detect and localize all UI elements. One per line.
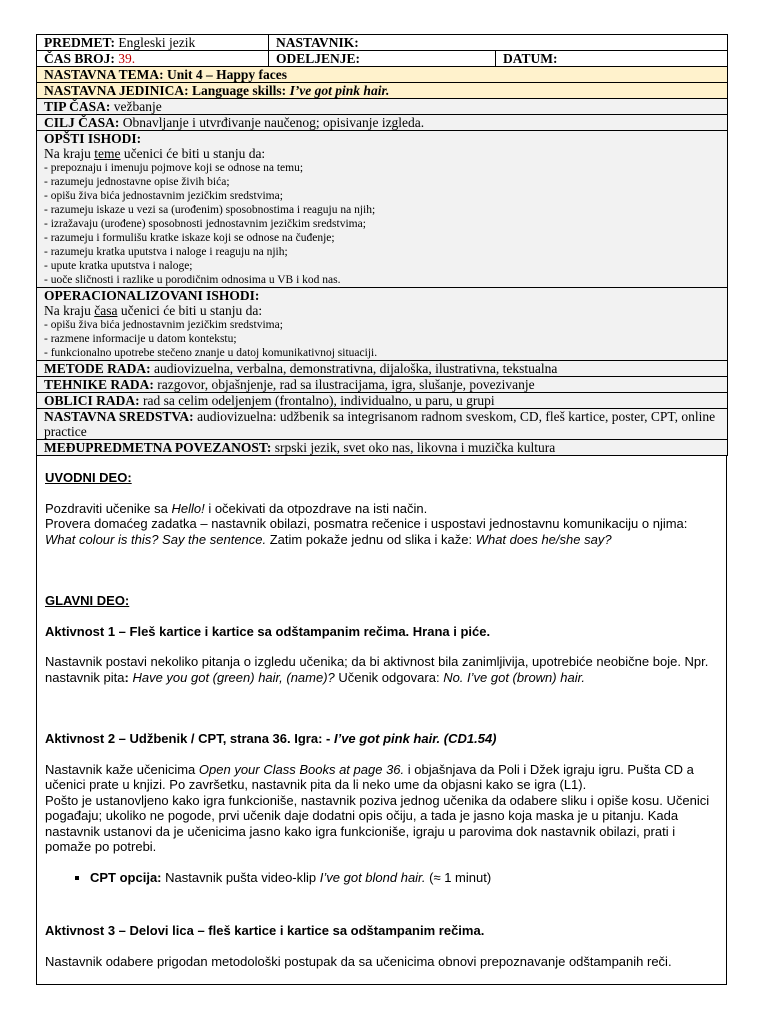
aktivnost-2-paragraph-1: Nastavnik kaže učenicima Open your Class Books at page 36. i objašnjava da Poli i Džek igraju igru. Pušta CD a učenici prate u knjizi. Po završetku, nastavnik pita da li neko ume da objasni kako se igra (L1). bbox=[45, 761, 694, 792]
cell-jedinica: NASTAVNA JEDINICA: Language skills: I’ve got pink hair. bbox=[37, 83, 728, 99]
uvodni-deo-heading: UVODNI DEO: bbox=[45, 470, 132, 485]
cell-operacionalizovani-ishodi: OPERACIONALIZOVANI ISHODI: Na kraju časa učenici će biti u stanju da: - opišu živa bića jednostavnim jezičkim sredstvima; - razmene informacije u datom kontekstu; - funkcionalno upotrebe stečeno znanje u datoj komunikativnoj situaciji. bbox=[37, 288, 728, 361]
cell-oblici: OBLICI RADA: rad sa celim odeljenjem (frontalno), individualno, u paru, u grupi bbox=[37, 393, 728, 409]
row-povezanost bbox=[37, 440, 728, 456]
glavni-deo-heading: GLAVNI DEO: bbox=[45, 593, 130, 608]
aktivnost-2-heading: Aktivnost 2 – Udžbenik / CPT, strana 36. Igra: - I’ve got pink hair. (CD1.54) bbox=[45, 731, 497, 746]
row-sredstva bbox=[37, 409, 728, 440]
cell-nastavnik: NASTAVNIK: bbox=[269, 35, 728, 51]
cpt-option-item: ▪ CPT opcija: Nastavnik pušta video-klip I’ve got blond hair. (≈ 1 minut) bbox=[90, 870, 718, 886]
cell-sredstva: NASTAVNA SREDSTVA: audiovizuelna: udžbenik sa integrisanom radnom sveskom, CD, fleš kartice, poster, CPT, online practice bbox=[37, 409, 728, 440]
cell-odeljenje: ODELJENJE: bbox=[269, 51, 496, 67]
uvodni-paragraph-1: Pozdraviti učenike sa Hello! i očekivati da otpozdrave na isti način. bbox=[45, 500, 428, 516]
row-tema bbox=[37, 67, 728, 83]
cell-predmet: PREDMET: Engleski jezik bbox=[37, 35, 269, 51]
aktivnost-3-paragraph: Nastavnik odabere prigodan metodološki postupak da sa učenicima obnovi prepoznavanje odštampanih reči. bbox=[45, 953, 672, 969]
cell-povezanost: MEĐUPREDMETNA POVEZANOST: srpski jezik, svet oko nas, likovna i muzička kultura bbox=[37, 440, 728, 456]
row-oblici bbox=[37, 393, 728, 409]
cell-tip: TIP ČASA: vežbanje bbox=[37, 99, 728, 115]
cpt-option-list bbox=[45, 870, 718, 886]
row-tehnike bbox=[37, 377, 728, 393]
row-metode bbox=[37, 361, 728, 377]
cell-metode: METODE RADA: audiovizuelna, verbalna, demonstrativna, dijaloška, ilustrativna, tekstualna bbox=[37, 361, 728, 377]
cell-opsti-ishodi: OPŠTI ISHODI: Na kraju teme učenici će biti u stanju da: - prepoznaju i imenuju pojmove koji se odnose na temu; - razumeju jednostavne opise živih bića; - opišu živa bića jednostavnim jezičkim sredstvima; - razumeju iskaze u vezi sa (urođenim) sposobnostima i reaguju na njih; - izražavaju (urođene) sposobnosti jednostavnim jezičkim sredstvima; - razumeju i formulišu kratke iskaze koji se odnose na čuđenje; - razumeju kratka uputstva i naloge i reaguju na njih; - upute kratka uputstva i naloge; - uoče sličnosti i razlike u porodičnim odnosima u VB i kod nas. bbox=[37, 131, 728, 288]
header-table bbox=[36, 34, 728, 456]
cell-datum: DATUM: bbox=[496, 51, 728, 67]
lesson-body bbox=[36, 456, 727, 985]
aktivnost-1-paragraph: Nastavnik postavi nekoliko pitanja o izgledu učenika; da bi aktivnost bila zanimljivija, upotrebiće neobične boje. Npr. nastavnik pita: Have you got (green) hair, (name)? Učenik odgovara: No. I’ve got (brown) hair. bbox=[45, 654, 709, 685]
cell-cilj: CILJ ČASA: Obnavljanje i utvrđivanje naučenog; opisivanje izgleda. bbox=[37, 115, 728, 131]
row-cas bbox=[37, 51, 728, 67]
aktivnost-2-paragraph-2: Pošto je ustanovljeno kako igra funkcioniše, nastavnik poziva jednog učenika da odabere sliku i opiše kosu. Učenici pogađaju; ukoliko ne pogode, prvi učenik daje dodatni opis očiju, a tada je jasno koja maska je u pitanju. Kada nastavnik ustanovi da je učenicima jasno kako igra funkcioniše, igraju u parovima dok nastavnik obilazi, prati i pomaže po potrebi. bbox=[45, 792, 710, 854]
row-operacionalizovani bbox=[37, 288, 728, 361]
lesson-plan-page bbox=[36, 34, 727, 985]
cas-number: 39. bbox=[118, 51, 136, 66]
cell-tema: NASTAVNA TEMA: Unit 4 – Happy faces bbox=[37, 67, 728, 83]
row-cilj bbox=[37, 115, 728, 131]
aktivnost-1-heading: Aktivnost 1 – Fleš kartice i kartice sa odštampanim rečima. Hrana i piće. bbox=[45, 623, 491, 639]
row-tip bbox=[37, 99, 728, 115]
row-opsti bbox=[37, 131, 728, 288]
row-predmet bbox=[37, 35, 728, 51]
aktivnost-3-heading: Aktivnost 3 – Delovi lica – fleš kartice i kartice sa odštampanim rečima. bbox=[45, 923, 485, 938]
row-jedinica bbox=[37, 83, 728, 99]
uvodni-paragraph-2: Provera domaćeg zadatka – nastavnik obilazi, posmatra rečenice i uspostavi jednostavnu komunikaciju o njima: What colour is this? Say the sentence. Zatim pokaže jednu od slika i kaže: What does he/she say? bbox=[45, 516, 688, 547]
cell-tehnike: TEHNIKE RADA: razgovor, objašnjenje, rad sa ilustracijama, igra, slušanje, povezivanje bbox=[37, 377, 728, 393]
cell-cas-broj: ČAS BROJ: 39. bbox=[37, 51, 269, 67]
